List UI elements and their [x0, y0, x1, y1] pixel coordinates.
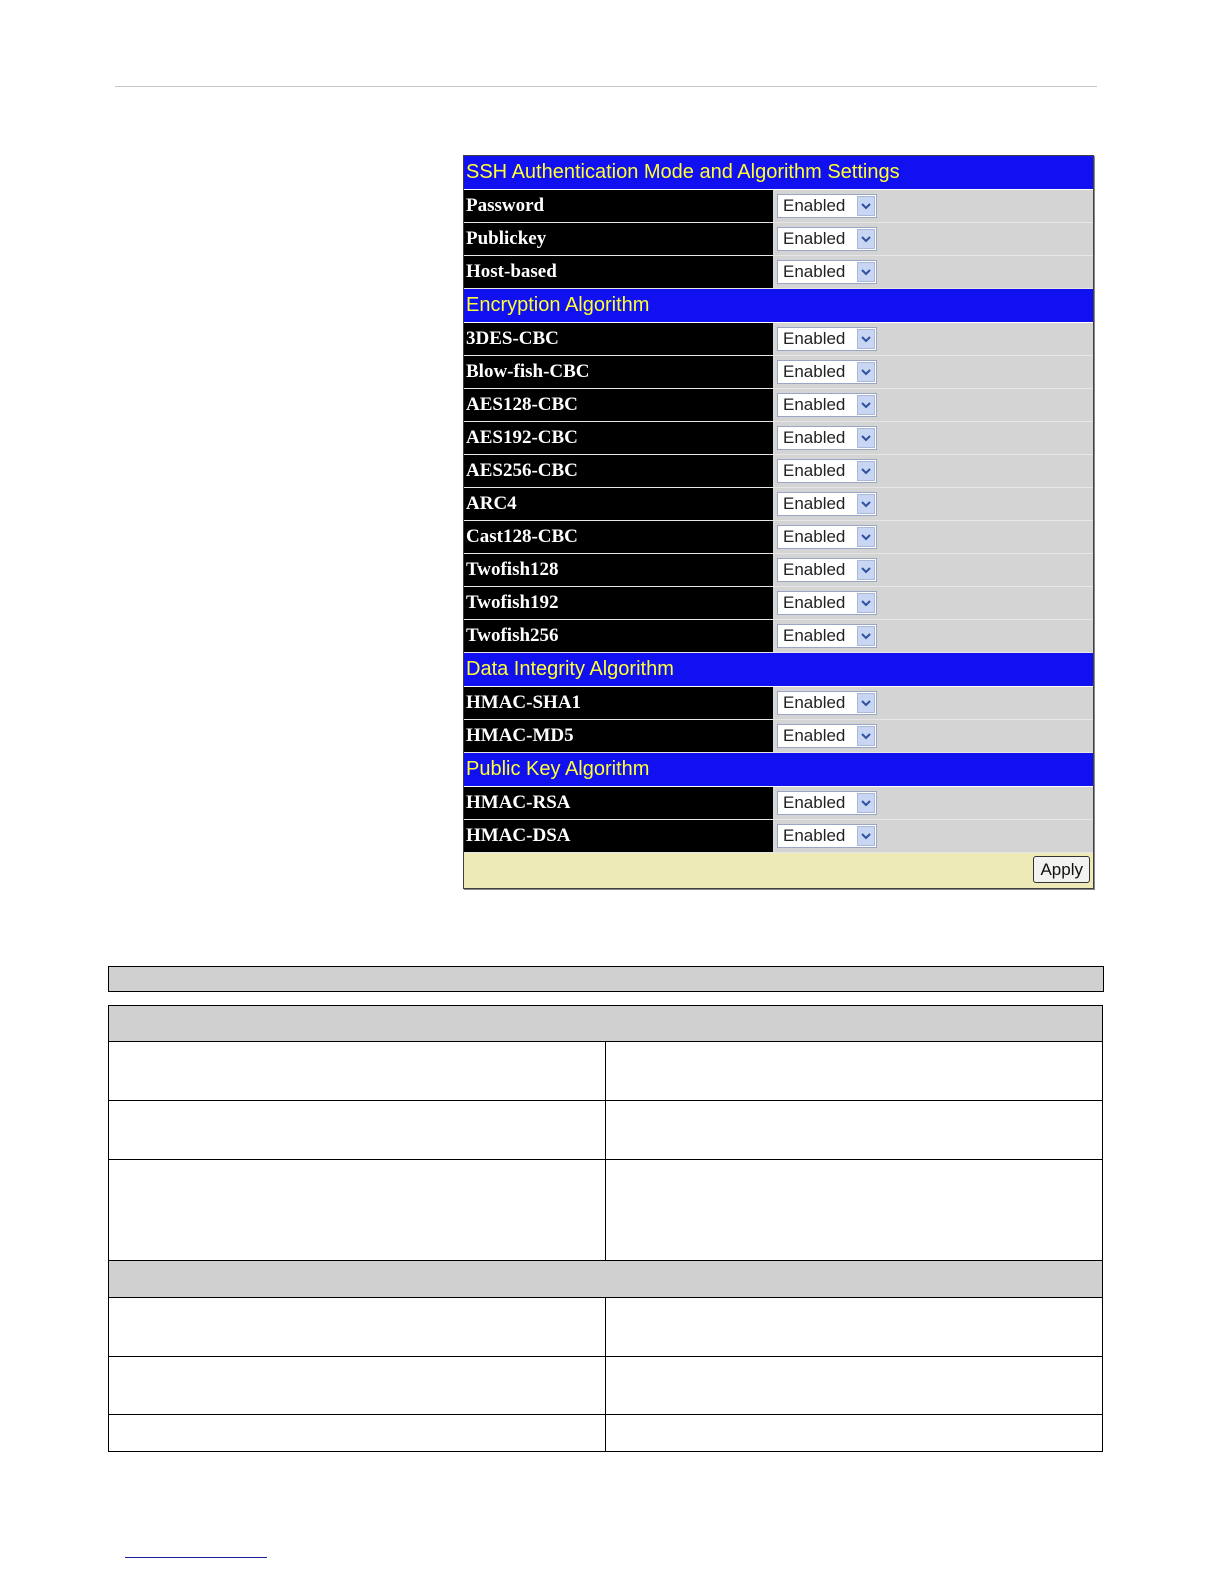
panel-footer — [464, 853, 1093, 888]
table-cell — [606, 1298, 1103, 1357]
section-header: SSH Authentication Mode and Algorithm Settings — [464, 156, 1093, 190]
table-cell — [606, 1160, 1103, 1261]
table-row — [109, 1357, 1103, 1415]
select-value: Enabled — [783, 461, 846, 480]
state-select[interactable] — [777, 558, 877, 582]
table-section-header — [109, 1261, 1103, 1298]
state-select[interactable] — [777, 824, 877, 848]
state-select[interactable] — [777, 691, 877, 715]
select-value: Enabled — [783, 793, 846, 812]
select-value: Enabled — [783, 626, 846, 645]
chevron-down-icon[interactable] — [857, 461, 875, 481]
description-table — [108, 1005, 1103, 1452]
setting-value-cell — [775, 488, 1093, 520]
chevron-down-icon[interactable] — [857, 593, 875, 613]
setting-row — [464, 422, 1093, 455]
state-select[interactable] — [777, 393, 877, 417]
table-cell — [109, 1160, 606, 1261]
setting-row — [464, 620, 1093, 653]
setting-label: AES128-CBC — [464, 389, 775, 421]
setting-label: Blow-fish-CBC — [464, 356, 775, 388]
setting-row — [464, 820, 1093, 853]
ssh-algorithm-settings-panel — [463, 155, 1094, 889]
chevron-down-icon[interactable] — [857, 726, 875, 746]
table-row — [109, 1415, 1103, 1452]
select-value: Enabled — [783, 428, 846, 447]
select-value: Enabled — [783, 329, 846, 348]
table-row — [109, 1101, 1103, 1160]
setting-label: Twofish192 — [464, 587, 775, 619]
setting-value-cell — [775, 720, 1093, 752]
chevron-down-icon[interactable] — [857, 329, 875, 349]
select-value: Enabled — [783, 826, 846, 845]
setting-label: AES256-CBC — [464, 455, 775, 487]
setting-label: AES192-CBC — [464, 422, 775, 454]
page-bottom-rule — [125, 1557, 267, 1558]
setting-value-cell — [775, 554, 1093, 586]
table-cell — [606, 1415, 1103, 1452]
setting-value-cell — [775, 587, 1093, 619]
select-value: Enabled — [783, 726, 846, 745]
table-cell — [606, 1101, 1103, 1160]
state-select[interactable] — [777, 260, 877, 284]
section-header: Public Key Algorithm — [464, 753, 1093, 787]
apply-button[interactable]: Apply — [1033, 856, 1090, 883]
setting-value-cell — [775, 356, 1093, 388]
setting-row — [464, 356, 1093, 389]
table-row — [109, 1042, 1103, 1101]
chevron-down-icon[interactable] — [857, 362, 875, 382]
setting-value-cell — [775, 521, 1093, 553]
chevron-down-icon[interactable] — [857, 395, 875, 415]
setting-row — [464, 190, 1093, 223]
chevron-down-icon[interactable] — [857, 262, 875, 282]
chevron-down-icon[interactable] — [857, 793, 875, 813]
setting-label: HMAC-MD5 — [464, 720, 775, 752]
state-select[interactable] — [777, 492, 877, 516]
setting-value-cell — [775, 389, 1093, 421]
setting-row — [464, 554, 1093, 587]
table-cell — [606, 1042, 1103, 1101]
select-value: Enabled — [783, 494, 846, 513]
select-value: Enabled — [783, 196, 846, 215]
state-select[interactable] — [777, 426, 877, 450]
setting-value-cell — [775, 223, 1093, 255]
state-select[interactable] — [777, 624, 877, 648]
table-section-header — [109, 1006, 1103, 1042]
setting-label: Host-based — [464, 256, 775, 288]
setting-value-cell — [775, 422, 1093, 454]
table-cell — [109, 1298, 606, 1357]
setting-value-cell — [775, 620, 1093, 652]
state-select[interactable] — [777, 194, 877, 218]
table-cell — [109, 1261, 1103, 1298]
table-title-bar — [108, 966, 1104, 992]
state-select[interactable] — [777, 360, 877, 384]
setting-value-cell — [775, 687, 1093, 719]
panel-body — [464, 156, 1093, 853]
setting-row — [464, 323, 1093, 356]
state-select[interactable] — [777, 327, 877, 351]
setting-row — [464, 720, 1093, 753]
setting-row — [464, 787, 1093, 820]
select-value: Enabled — [783, 395, 846, 414]
setting-label: Twofish256 — [464, 620, 775, 652]
chevron-down-icon[interactable] — [857, 626, 875, 646]
setting-row — [464, 256, 1093, 289]
chevron-down-icon[interactable] — [857, 494, 875, 514]
setting-row — [464, 587, 1093, 620]
select-value: Enabled — [783, 560, 846, 579]
setting-label: Twofish128 — [464, 554, 775, 586]
section-header: Data Integrity Algorithm — [464, 653, 1093, 687]
table-cell — [109, 1042, 606, 1101]
chevron-down-icon[interactable] — [857, 693, 875, 713]
table-cell — [109, 1415, 606, 1452]
chevron-down-icon[interactable] — [857, 527, 875, 547]
page-top-rule — [115, 86, 1097, 87]
setting-row — [464, 223, 1093, 256]
table-row — [109, 1298, 1103, 1357]
setting-label: Password — [464, 190, 775, 222]
setting-value-cell — [775, 455, 1093, 487]
setting-value-cell — [775, 323, 1093, 355]
chevron-down-icon[interactable] — [857, 196, 875, 216]
state-select[interactable] — [777, 459, 877, 483]
state-select[interactable] — [777, 791, 877, 815]
chevron-down-icon[interactable] — [857, 428, 875, 448]
table-cell — [109, 1357, 606, 1415]
select-value: Enabled — [783, 527, 846, 546]
setting-row — [464, 687, 1093, 720]
select-value: Enabled — [783, 693, 846, 712]
state-select[interactable] — [777, 591, 877, 615]
setting-row — [464, 521, 1093, 554]
table-cell — [109, 1101, 606, 1160]
setting-row — [464, 488, 1093, 521]
chevron-down-icon[interactable] — [857, 560, 875, 580]
setting-label: Cast128-CBC — [464, 521, 775, 553]
select-value: Enabled — [783, 593, 846, 612]
select-value: Enabled — [783, 362, 846, 381]
chevron-down-icon[interactable] — [857, 229, 875, 249]
state-select[interactable] — [777, 525, 877, 549]
setting-value-cell — [775, 190, 1093, 222]
setting-row — [464, 389, 1093, 422]
setting-label: ARC4 — [464, 488, 775, 520]
setting-value-cell — [775, 256, 1093, 288]
setting-label: HMAC-RSA — [464, 787, 775, 819]
table-cell — [109, 1006, 1103, 1042]
setting-row — [464, 455, 1093, 488]
setting-value-cell — [775, 787, 1093, 819]
section-header: Encryption Algorithm — [464, 289, 1093, 323]
table-row — [109, 1160, 1103, 1261]
setting-value-cell — [775, 820, 1093, 852]
state-select[interactable] — [777, 724, 877, 748]
select-value: Enabled — [783, 229, 846, 248]
setting-label: 3DES-CBC — [464, 323, 775, 355]
setting-label: Publickey — [464, 223, 775, 255]
setting-label: HMAC-DSA — [464, 820, 775, 852]
chevron-down-icon[interactable] — [857, 826, 875, 846]
table-cell — [606, 1357, 1103, 1415]
setting-label: HMAC-SHA1 — [464, 687, 775, 719]
state-select[interactable] — [777, 227, 877, 251]
select-value: Enabled — [783, 262, 846, 281]
